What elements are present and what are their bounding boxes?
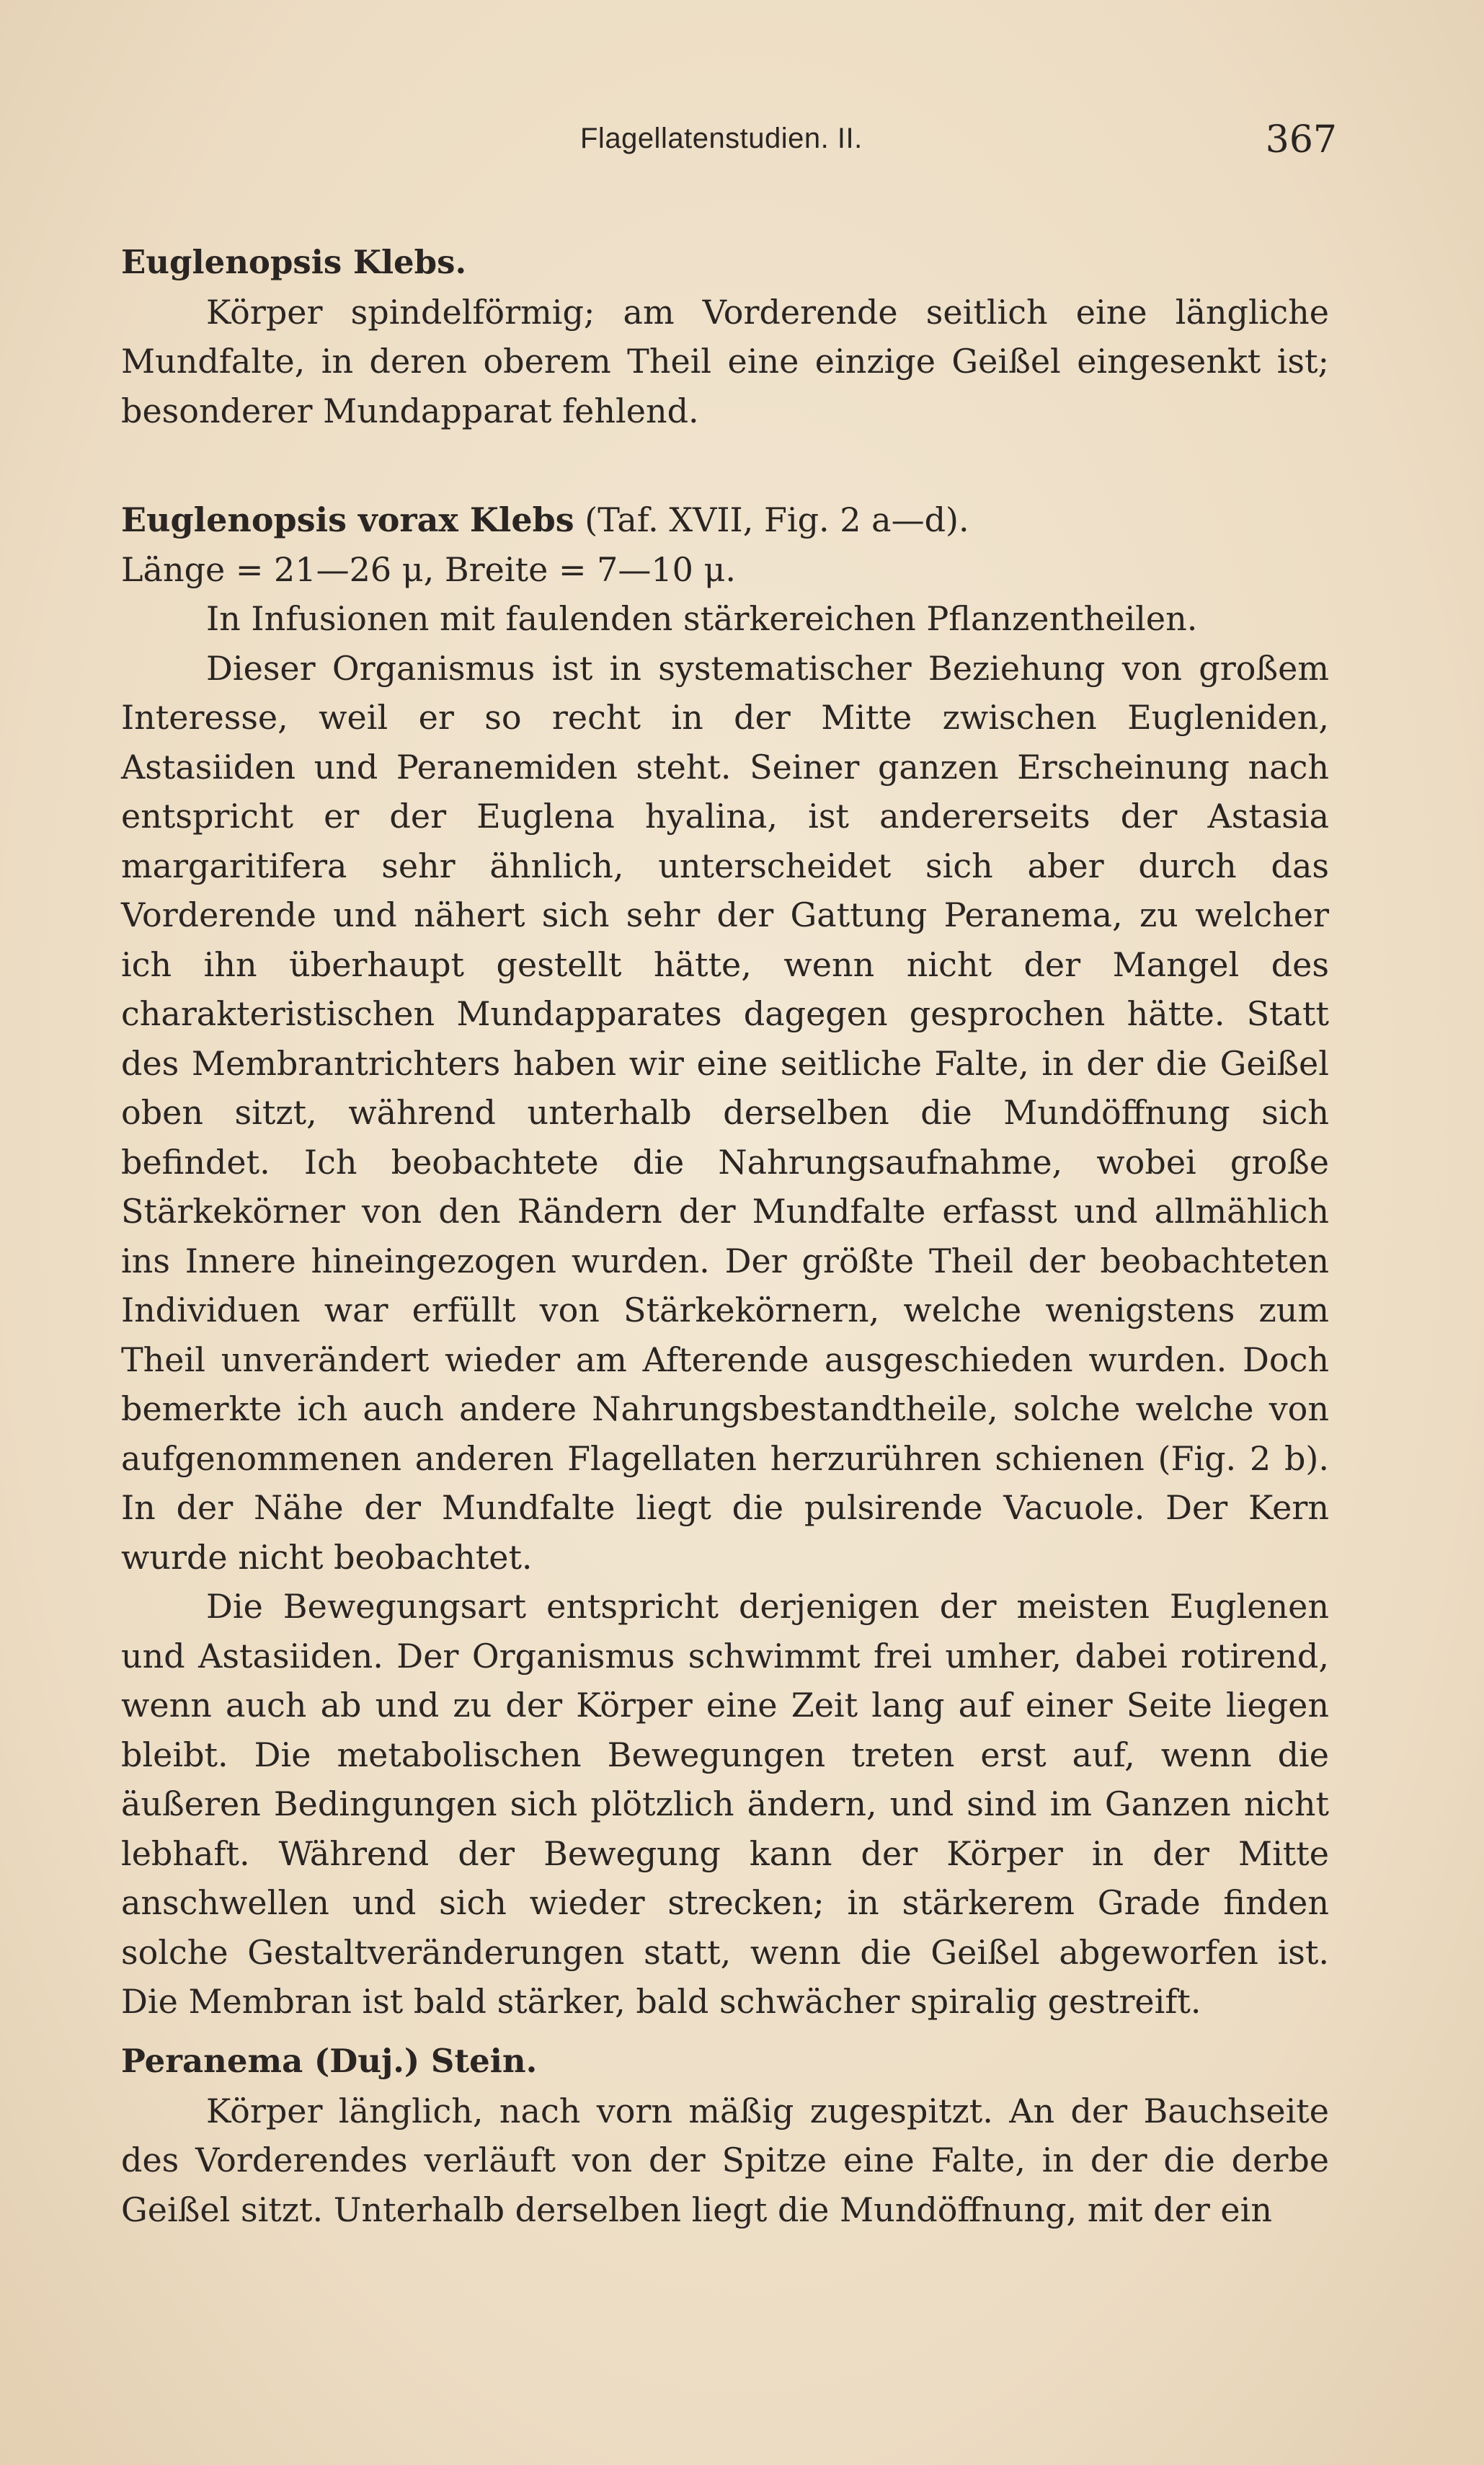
section-peranema <box>121 2037 1329 2234</box>
section-euglenopsis-vorax <box>121 495 1329 2027</box>
paragraph-habitat: In Infusionen mit faulenden stärkereichen Pflanzentheilen. <box>206 599 1198 638</box>
species-name: Euglenopsis vorax Klebs <box>121 500 574 539</box>
running-head: Flagellatenstudien. II. <box>580 123 863 154</box>
species-reference: (Taf. XVII, Fig. 2 a—d). <box>585 500 969 539</box>
paragraph-movement: Die Bewegungsart entspricht derjenigen der meisten Euglenen und Astasiiden. Der Organismus schwimmt frei umher, dabei rotirend, wenn auch ab und zu der Körper eine Zeit lang auf einer Seite liegen bleibt. Die metabolischen Bewegungen treten erst auf, wenn die äußeren Bedingungen sich plötzlich ändern, und sind im Ganzen nicht lebhaft. Während der Bewegung kann der Körper in der Mitte anschwellen und sich wieder strecken; in stärkerem Grade finden solche Gestaltveränderungen statt, wenn die Geißel abgeworfen ist. Die Membran ist bald stärker, bald schwächer spiralig gestreift. <box>121 1587 1329 2021</box>
genus-description-peranema: Körper länglich, nach vorn mäßig zugespitzt. An der Bauchseite des Vorderendes verläuft von der Spitze eine Falte, in der die derbe Geißel sitzt. Unterhalb derselben liegt die Mundöffnung, mit der ein <box>121 2091 1329 2229</box>
section-euglenopsis <box>121 238 1329 435</box>
paragraph-description: Dieser Organismus ist in systematischer Beziehung von großem Interesse, weil er so recht in der Mitte zwischen Eugleniden, Astasiiden und Peranemiden steht. Seiner ganzen Erscheinung nach entspricht er der Euglena hyalina, ist andererseits der Astasia margaritifera sehr ähnlich, unterscheidet sich aber durch das Vorderende und nähert sich sehr der Gattung Peranema, zu welcher ich ihn überhaupt gestellt hätte, wenn nicht der Mangel des charakteristischen Mundapparates dagegen gesprochen hätte. Statt des Membrantrichters haben wir eine seitliche Falte, in der die Geißel oben sitzt, während unterhalb derselben die Mundöffnung sich befindet. Ich beobachtete die Nahrungsaufnahme, wobei große Stärkekörner von den Rändern der Mundfalte erfasst und allmählich ins Innere hineingezogen wurden. Der größte Theil der beobachteten Individuen war erfüllt von Stärkekörnern, welche wenigstens zum Theil unverändert wieder am Afterende ausgeschieden wurden. Doch bemerkte ich auch andere Nahrungsbestandtheile, solche welche von aufgenommenen anderen Flagellaten herzurühren schienen (Fig. 2 b). In der Nähe der Mundfalte liegt die pulsirende Vacuole. Der Kern wurde nicht beobachtet. <box>121 648 1329 1577</box>
species-heading <box>121 495 1329 545</box>
page-header <box>580 118 1337 173</box>
species-measurements: Länge = 21—26 μ, Breite = 7—10 μ. <box>121 549 737 589</box>
genus-heading-euglenopsis: Euglenopsis Klebs. <box>121 243 467 281</box>
genus-description-euglenopsis: Körper spindelförmig; am Vorderende seitlich eine längliche Mundfalte, in deren oberem Theil eine einzige Geißel eingesenkt ist; besonderer Mundapparat fehlend. <box>121 292 1329 430</box>
genus-heading-peranema: Peranema (Duj.) Stein. <box>121 2042 538 2080</box>
page-number: 367 <box>1265 118 1337 161</box>
